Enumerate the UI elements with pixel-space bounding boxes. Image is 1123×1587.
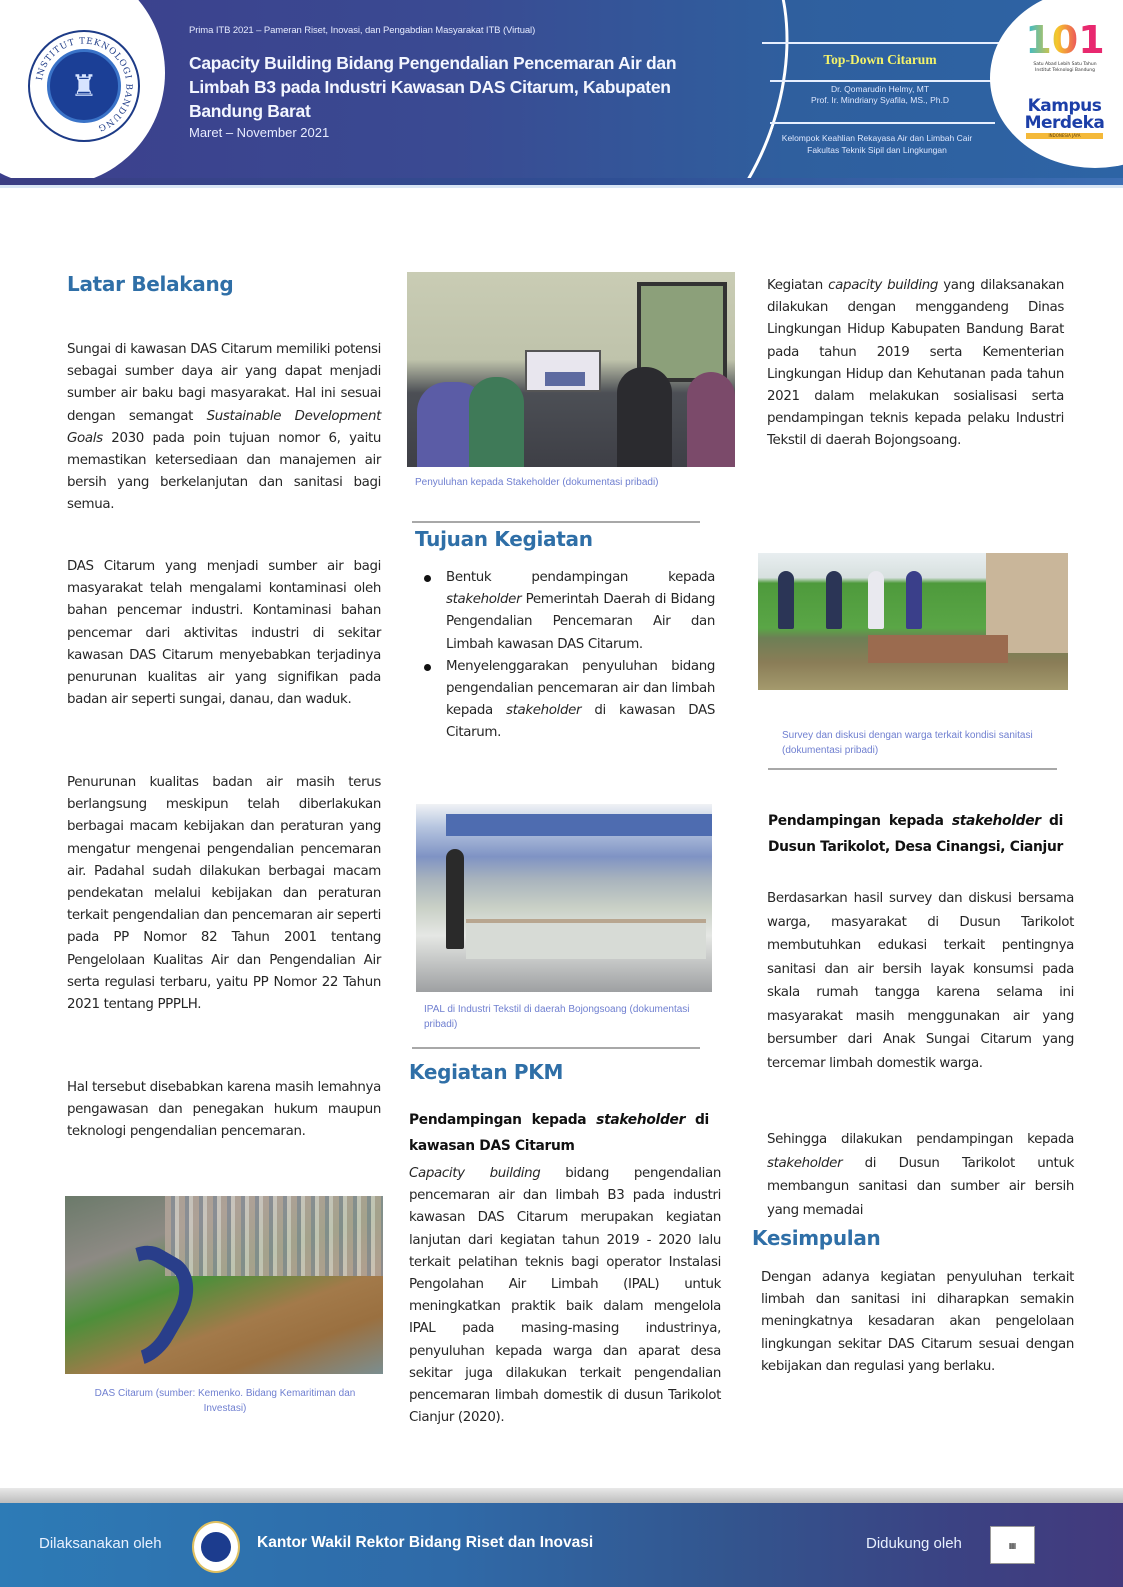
- photo-ipal-industri-tekstil: [416, 804, 712, 992]
- poster-title: [189, 51, 749, 123]
- merdeka-text: Merdeka: [1024, 113, 1105, 133]
- photo-person: [469, 377, 524, 467]
- italic-term: stakeholder: [446, 592, 522, 608]
- pkm-paragraph: Capacity building bidang pengendalian pencemaran air dan limbah B3 pada industri kawasan DAS Citarum merupakan kegiatan lanjutan dari kegiatan tahun 2019 - 2020 lalu terkait pelatihan teknis bagi operator Instalasi Pengolahan Air Limbah (IPAL) untuk meningkatkan praktik baik dalam mengelola IPAL pada masing-masing industrinya, penyuluhan kepada warga dan aparat desa sekitar juga dilakukan terkait pengendalian pencemaran limbah domestik di dusun Tarikolot Cianjur (2020).: [409, 1166, 721, 1426]
- tujuan-item-text: Bentuk pendampingan kepada stakeholder Pemerintah Daerah di Bidang Pengendalian Pencemaran Air dan Limbah kawasan DAS Citarum.: [446, 570, 715, 652]
- itb-logo: [28, 30, 140, 142]
- photo-person: [906, 571, 922, 629]
- event-date: Maret – November 2021: [189, 125, 330, 140]
- authors: [775, 84, 985, 106]
- section-divider: [412, 521, 700, 523]
- latar-paragraph-2: DAS Citarum yang menjadi sumber air bagi masyarakat telah mengalami kontaminasi oleh bahan pencemar industri. Kontaminasi bahan pencemar dari aktivitas industri di sekitar kawasan DAS Citarum menyebabkan terjadinya penurunan kualitas air yang signifikan pada badan air seperti sungai, danau, dan waduk.: [67, 559, 381, 708]
- kampus-merdeka-logo: [1022, 98, 1107, 139]
- ganesha-emblem-icon: ♜: [47, 49, 121, 123]
- bullet-icon: [424, 575, 431, 582]
- group-line: Kelompok Keahlian Rekayasa Air dan Limbah Cair: [781, 133, 973, 143]
- tarikolot-subheading: Pendampingan kepada stakeholder di Dusun Tarikolot, Desa Cinangsi, Cianjur: [768, 813, 1063, 855]
- photo-person: [826, 571, 842, 629]
- photo-person: [687, 372, 735, 467]
- tujuan-item: [418, 656, 715, 745]
- capacity-building-paragraph: Kegiatan capacity building yang dilaksanakan dilakukan dengan menggandeng Dinas Lingkungan Hidup Kabupaten Bandung Barat pada tahun 2019 serta Kementerian Lingkungan Hidup dan Kehutanan pada tahun 2021 dalam melakukan sosialisasi serta pendampingan teknis kepada pelaku Industri Tekstil di daerah Bojongsoang.: [767, 278, 1064, 449]
- title-line: Bandung Barat: [189, 101, 311, 121]
- photo-person: [446, 849, 464, 949]
- itb-101-logo: [1025, 18, 1105, 80]
- bullet-icon: [424, 664, 431, 671]
- italic-term: stakeholder: [767, 1155, 843, 1171]
- photo-town-area: [165, 1196, 383, 1276]
- section-title-latar-belakang: Latar Belakang: [67, 272, 234, 296]
- itb-ring-text: [30, 32, 138, 140]
- photo-wall: [868, 635, 1008, 663]
- poster-footer: [0, 1503, 1123, 1587]
- event-subtitle: Prima ITB 2021 – Pameran Riset, Inovasi, dan Pengabdian Masyarakat ITB (Virtual): [189, 25, 536, 36]
- latar-paragraph-1: Sungai di kawasan DAS Citarum memiliki potensi sebagai sumber daya air yang dapat menjadi sumber air baku bagi masyarakat. Hal ini sesuai dengan semangat Sustainable Development Goals 2030 pada poin tujuan nomor 6, yaitu memastikan ketersediaan dan manajemen air bersih yang berkelanjutan dan sanitasi bagi semua.: [67, 342, 381, 513]
- research-group: [752, 132, 1002, 156]
- poster-header: [0, 0, 1123, 178]
- title-line: Capacity Building Bidang Pengendalian Pencemaran Air dan: [189, 53, 677, 73]
- kampus-text: Kampus: [1027, 96, 1102, 116]
- kampus-merdeka-tagline: INDONESIA JAYA: [1026, 133, 1103, 139]
- section-divider: [768, 768, 1057, 770]
- photo-person: [617, 367, 672, 467]
- footer-shadow: [0, 1488, 1123, 1503]
- photo-person: [778, 571, 794, 629]
- section-title-tujuan: Tujuan Kegiatan: [415, 527, 593, 551]
- pkm-subheading: Pendampingan kepada stakeholder di kawasan DAS Citarum: [409, 1112, 709, 1154]
- latar-paragraph-3: Penurunan kualitas badan air masih terus berlangsung meskipun telah diberlakukan berbagai macam kebijakan dan peraturan yang mengatur mengenai pengendalian pencemaran air. Padahal sudah dilakukan berbagai macam pendekatan melalui kebijakan dan peraturan terkait pengendalian dan pencemaran air seperti pada PP Nomor 82 Tahun 2001 tentang Pengelolaan Kualitas Air dan Pengendalian Air serta regulasi terbaru, yaitu PP Nomor 22 Tahun 2021 tentang PPPLH.: [67, 775, 381, 1013]
- photo-roof: [446, 814, 712, 836]
- caption-das-citarum: DAS Citarum (sumber: Kemenko. Bidang Kemaritiman dan Investasi): [94, 1388, 356, 1414]
- italic-term: capacity building: [828, 278, 938, 293]
- caption-survey: Survey dan diskusi dengan warga terkait kondisi sanitasi (dokumentasi pribadi): [782, 730, 1033, 756]
- section-title-kesimpulan: Kesimpulan: [752, 1226, 881, 1250]
- italic-term: stakeholder: [951, 813, 1041, 829]
- photo-das-citarum-aerial: [65, 1196, 383, 1374]
- tujuan-list: [418, 567, 715, 745]
- implemented-by-label: Dilaksanakan oleh: [39, 1535, 162, 1552]
- title-line: Limbah B3 pada Industri Kawasan DAS Citarum, Kabupaten: [189, 77, 671, 97]
- faculty-line: Fakultas Teknik Sipil dan Lingkungan: [807, 145, 947, 155]
- photo-presentation-screen: [525, 350, 601, 392]
- implementing-org: Kantor Wakil Rektor Bidang Riset dan Inovasi: [257, 1534, 594, 1551]
- italic-term: stakeholder: [596, 1112, 686, 1128]
- logo-101-mark: 101: [1025, 18, 1105, 62]
- italic-term: stakeholder: [505, 703, 582, 719]
- header-text-block: [189, 25, 749, 140]
- sponsor-logo: ▦: [990, 1526, 1035, 1564]
- italic-term: Capacity building: [409, 1166, 541, 1181]
- caption-penyuluhan: Penyuluhan kepada Stakeholder (dokumentasi pribadi): [415, 477, 659, 488]
- header-divider: [770, 122, 995, 124]
- photo-treatment-tank: [466, 919, 706, 959]
- photo-penyuluhan-stakeholder: [407, 272, 735, 467]
- header-stripe-light: [0, 185, 1123, 188]
- latar-paragraph-4: Hal tersebut disebabkan karena masih lemahnya pengawasan dan penegakan hukum maupun teknologi pengendalian pencemaran.: [67, 1080, 381, 1140]
- photo-survey-warga: [758, 553, 1068, 690]
- svg-text:INSTITUT TEKNOLOGI BANDUNG: INSTITUT TEKNOLOGI BANDUNG: [34, 36, 134, 133]
- supported-by-label: Didukung oleh: [866, 1535, 962, 1552]
- tujuan-item-text: Menyelenggarakan penyuluhan bidang pengendalian pencemaran air dan limbah kepada stakeholder di kawasan DAS Citarum.: [446, 658, 715, 741]
- kesimpulan-paragraph: Dengan adanya kegiatan penyuluhan terkait limbah dan sanitasi ini diharapkan semakin meningkatnya kesadaran akan pengelolaan lingkungan sekitar DAS Citarum sesuai dengan kebijakan dan regulasi yang berlaku.: [761, 1270, 1074, 1374]
- author-name: Dr. Qomarudin Helmy, MT: [830, 84, 930, 94]
- caption-ipal: IPAL di Industri Tekstil di daerah Bojongsoang (dokumentasi pribadi): [424, 1004, 690, 1030]
- section-title-kegiatan-pkm: Kegiatan PKM: [409, 1060, 564, 1084]
- program-name: Top-Down Citarum: [823, 52, 937, 67]
- section-divider: [412, 1047, 700, 1049]
- italic-term: Sustainable Development Goals: [67, 408, 381, 446]
- header-stripe: [0, 178, 1123, 185]
- author-name: Prof. Ir. Mindriany Syafila, MS., Ph.D: [811, 95, 949, 105]
- header-divider: [770, 80, 995, 82]
- itb-seal-icon: [192, 1521, 240, 1573]
- tujuan-item: [418, 567, 715, 656]
- photo-person: [868, 571, 884, 629]
- tarikolot-paragraph-2: Sehingga dilakukan pendampingan kepada stakeholder di Dusun Tarikolot untuk membangun sanitasi dan sumber air bersih yang memadai: [767, 1132, 1074, 1218]
- logo-101-caption: Satu Abad Lebih Satu Tahun Institut Teknologi Bandung: [1033, 62, 1097, 73]
- tarikolot-paragraph-1: Berdasarkan hasil survey dan diskusi bersama warga, masyarakat di Dusun Tarikolot membutuhkan edukasi terkait pentingnya sanitasi dan air bersih layak konsumsi pada skala rumah tangga karena selama ini masyarakat masih menggunakan air yang bersumber dari Anak Sungai Citarum yang tercemar limbah domestik warga.: [767, 891, 1074, 1071]
- header-divider: [762, 42, 1002, 44]
